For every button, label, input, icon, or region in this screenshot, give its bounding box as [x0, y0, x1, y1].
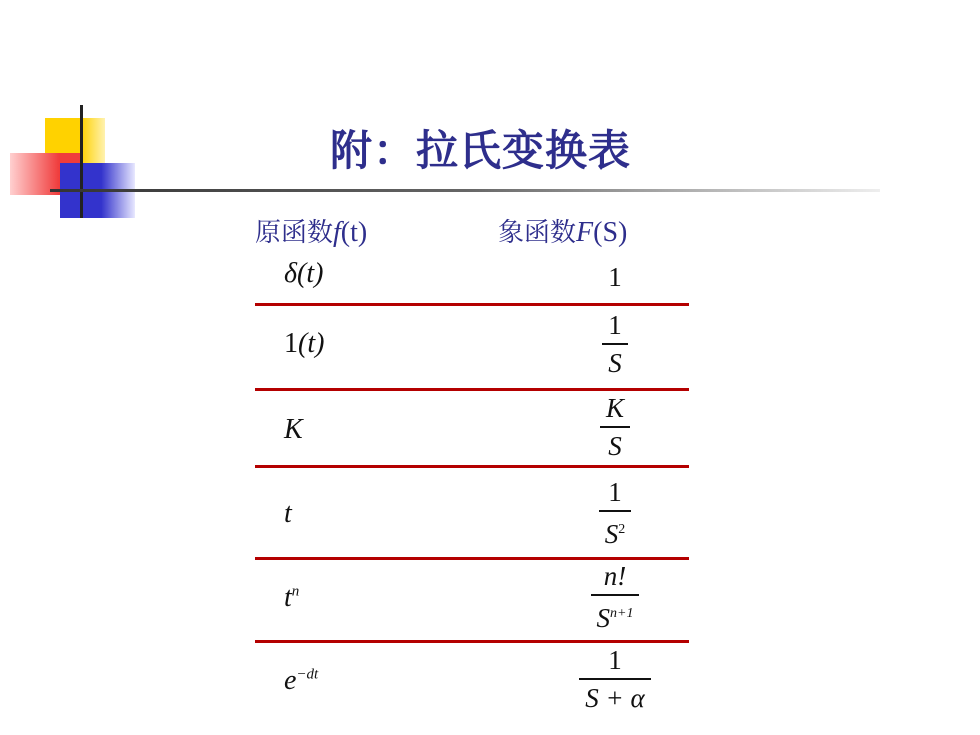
fraction-bar: [602, 343, 628, 345]
header-right-arg: (S): [593, 217, 628, 248]
row2-numerator: 1: [608, 310, 622, 340]
header-image-function: [498, 212, 627, 249]
row5-original: [284, 582, 299, 614]
row6-base: e: [284, 665, 297, 696]
row1-original: δ(t): [284, 258, 324, 289]
fraction-bar: [591, 594, 640, 596]
page-title: 附：拉氏变换表: [330, 126, 632, 175]
row4-den-base: S: [604, 518, 619, 549]
row-separator: [255, 388, 689, 391]
row4-den-exp: 2: [618, 521, 626, 537]
row6-denominator: S + α: [585, 682, 645, 713]
row5-base: t: [284, 582, 292, 613]
row-separator: [255, 557, 689, 560]
deco-vertical-line: [80, 105, 83, 218]
row4-numerator: 1: [608, 477, 622, 507]
header-left-math: f: [333, 217, 341, 248]
row4-fraction: [599, 477, 632, 549]
row6-numerator: 1: [608, 645, 622, 675]
header-original-function: [255, 212, 367, 249]
row2-denominator: S: [608, 347, 622, 378]
row6-original: [284, 665, 318, 697]
row6-image: [560, 645, 670, 713]
row-separator: [255, 640, 689, 643]
row-separator: [255, 465, 689, 468]
row5-fraction: [591, 561, 640, 633]
row6-exp: −dt: [296, 666, 319, 683]
row5-den-exp: n+1: [610, 605, 634, 621]
header-right-label: 象函数: [498, 218, 577, 248]
row5-numerator: n!: [603, 561, 627, 591]
row3-fraction: [600, 393, 630, 461]
header-left-arg: (t): [340, 217, 368, 248]
row6-fraction: [579, 645, 650, 713]
row4-original: t: [284, 498, 292, 529]
row-separator: [255, 303, 689, 306]
row2-image: [570, 310, 660, 378]
row3-original: K: [284, 414, 303, 445]
row2-paren-t: (t): [298, 328, 325, 359]
row4-denominator: [599, 515, 632, 549]
row5-den-base: S: [596, 602, 611, 633]
header-right-math: F: [576, 217, 594, 248]
row1-image: 1: [608, 262, 622, 292]
row5-denominator: [591, 599, 640, 633]
row2-one: 1: [284, 328, 298, 359]
row2-fraction: [602, 310, 628, 378]
deco-horizontal-rule: [50, 189, 880, 192]
row3-numerator: K: [605, 393, 624, 423]
header-left-label: 原函数: [255, 218, 334, 248]
row5-image: [570, 561, 660, 633]
fraction-bar: [600, 426, 630, 428]
row3-image: [570, 393, 660, 461]
row5-exp: n: [291, 583, 300, 600]
fraction-bar: [599, 510, 632, 512]
fraction-bar: [579, 678, 650, 680]
row4-image: [570, 477, 660, 549]
row3-denominator: S: [608, 430, 622, 461]
row2-original: [284, 328, 324, 360]
